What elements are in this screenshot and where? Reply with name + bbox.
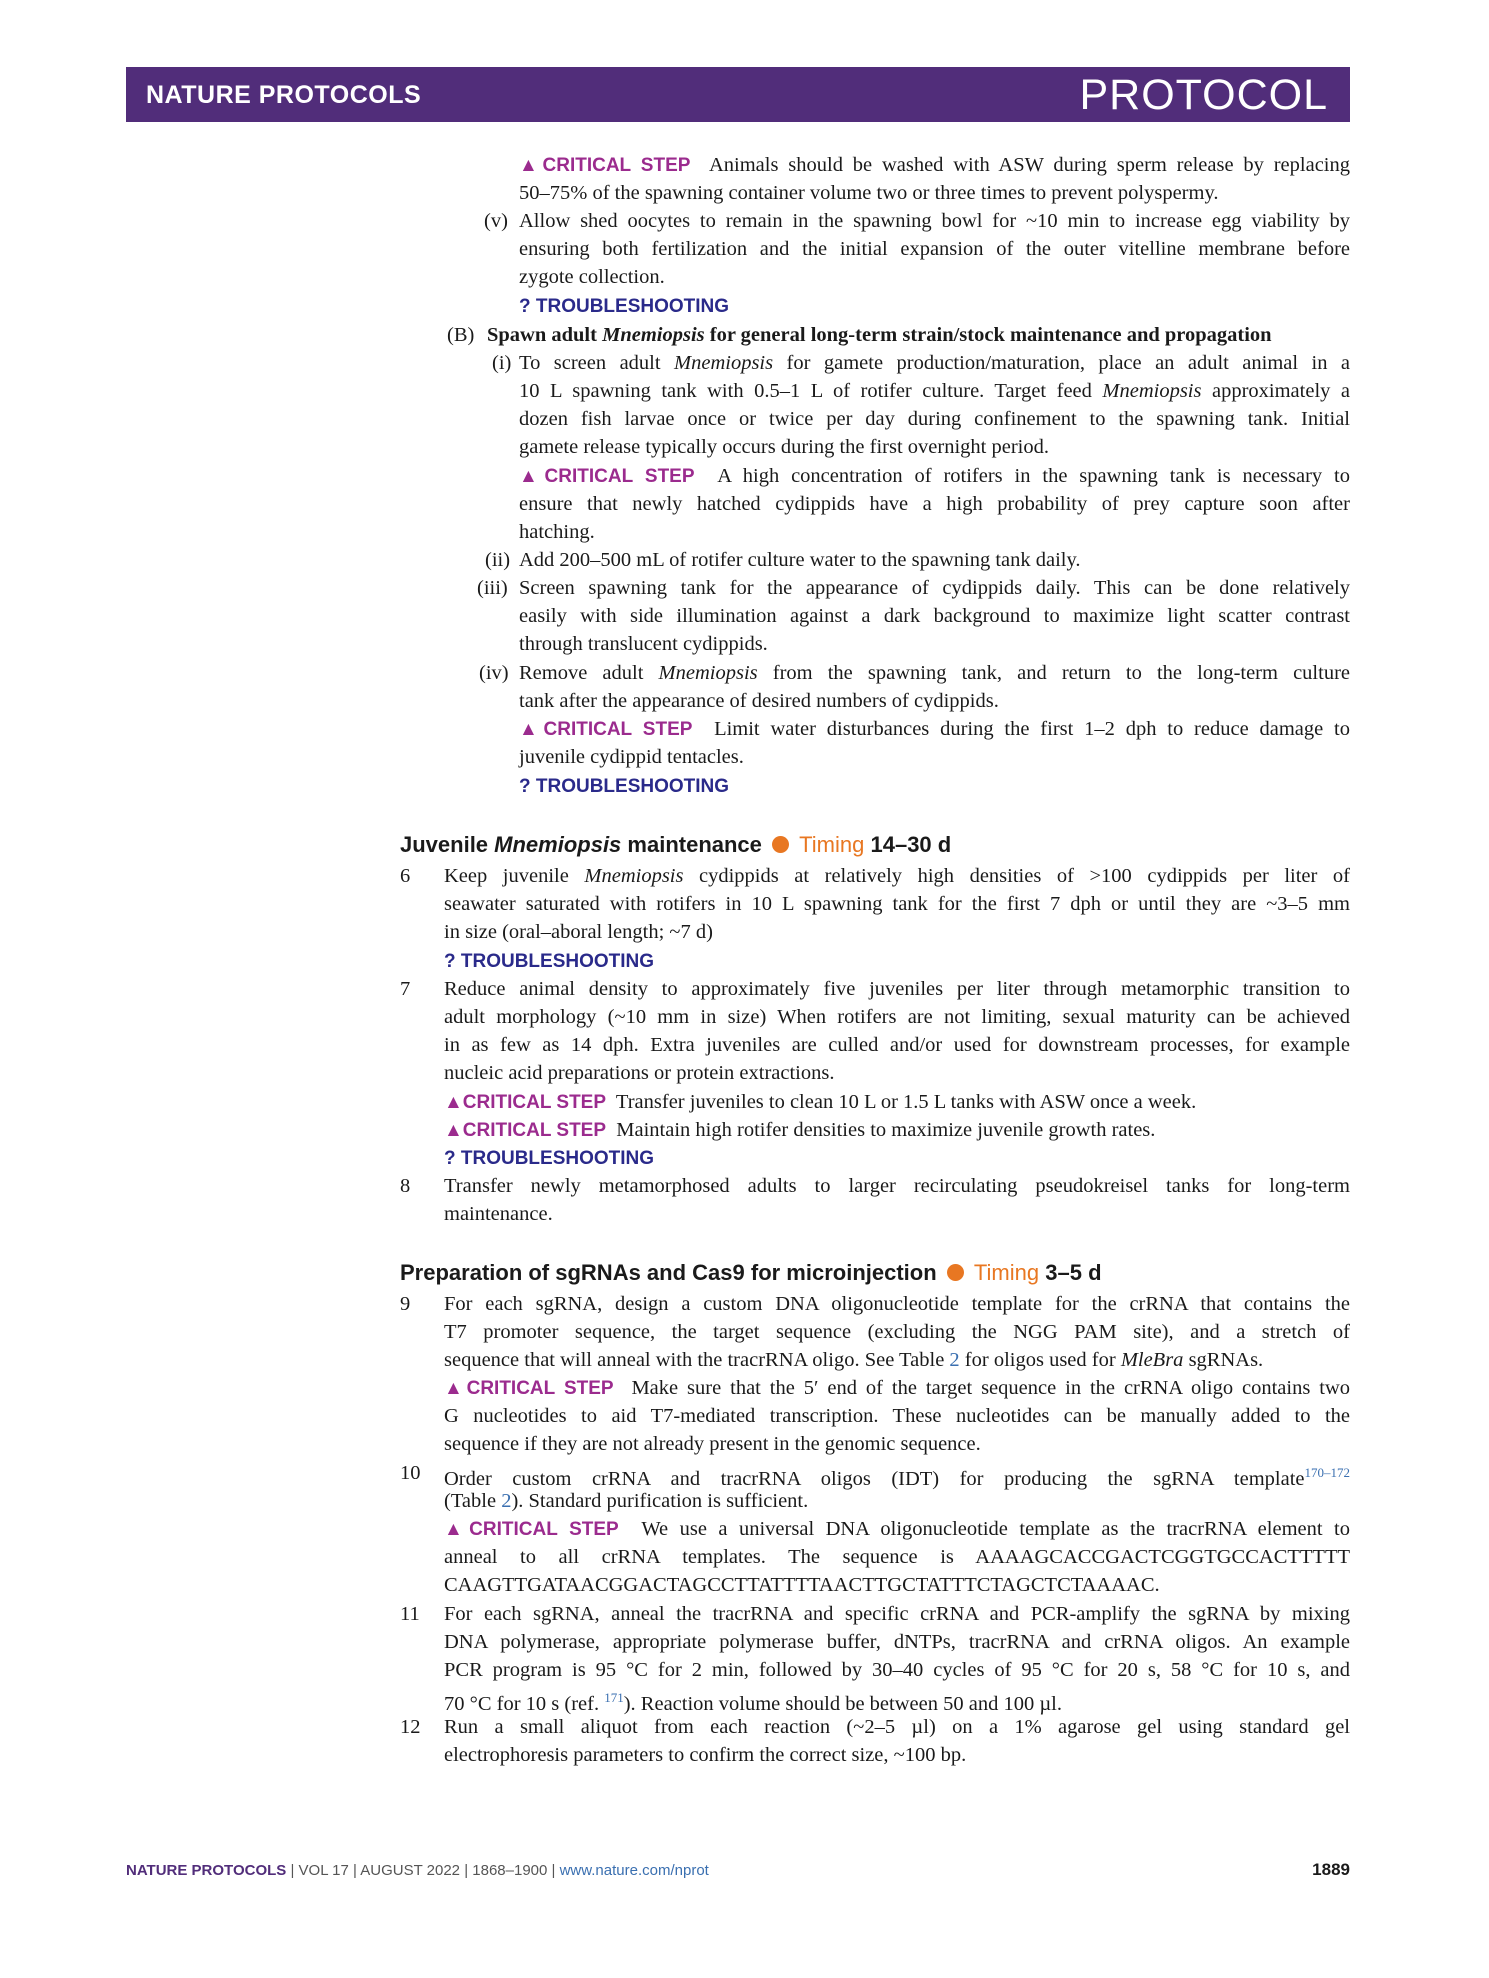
page-number: 1889 <box>1312 1860 1350 1879</box>
step-number: 6 <box>400 865 411 887</box>
text-line: hatching. <box>519 521 595 543</box>
text-line: maintenance. <box>444 1203 553 1225</box>
text-line: CAAGTTGATAACGGACTAGCCTTATTTTAACTTGCTATTTCTAGCTCTAAAAC. <box>444 1574 1160 1596</box>
critical-step-line: ▲CRITICAL STEP Transfer juveniles to clean 10 L or 1.5 L tanks with ASW once a week. <box>444 1091 1197 1113</box>
text-line: PCR program is 95 °C for 2 min, followed by 30–40 cycles of 95 °C for 20 s, 58 °C for 10 s, and <box>444 1659 1350 1681</box>
text-line: seawater saturated with rotifers in 10 L spawning tank for the first 7 dph or until they are ~3–5 mm <box>444 893 1350 915</box>
text-line: adult morphology (~10 mm in size) When rotifers are not limiting, sexual maturity can be achieved <box>444 1006 1350 1028</box>
text-line: 50–75% of the spawning container volume two or three times to prevent polyspermy. <box>519 182 1219 204</box>
footer-url-link[interactable]: www.nature.com/nprot <box>559 1862 709 1879</box>
text-line: in as few as 14 dph. Extra juveniles are culled and/or used for downstream processes, for example <box>444 1034 1350 1056</box>
step-number: 8 <box>400 1175 411 1197</box>
text-line: To screen adult Mnemiopsis for gamete production/maturation, place an adult animal in a <box>519 352 1350 374</box>
text-line: sequence that will anneal with the tracrRNA oligo. See Table 2 for oligos used for MleBra sgRNAs. <box>444 1349 1264 1371</box>
critical-step-line: ▲CRITICAL STEP Make sure that the 5′ end of the target sequence in the crRNA oligo contains two <box>444 1377 1350 1399</box>
timing-dot-icon <box>947 1264 964 1281</box>
text-line: juvenile cydippid tentacles. <box>519 746 744 768</box>
text-line: For each sgRNA, design a custom DNA oligonucleotide template for the crRNA that contains the <box>444 1293 1350 1315</box>
text-line: ensure that newly hatched cydippids have a high probability of prey capture soon after <box>519 493 1350 515</box>
text-line: Transfer newly metamorphosed adults to larger recirculating pseudokreisel tanks for long-term <box>444 1175 1350 1197</box>
step-number: 7 <box>400 978 411 1000</box>
text-line: zygote collection. <box>519 266 665 288</box>
page-footer: NATURE PROTOCOLS | VOL 17 | AUGUST 2022 | 1868–1900 | www.nature.com/nprot <box>126 1862 709 1879</box>
substep-title: Spawn adult Mnemiopsis for general long-term strain/stock maintenance and propagation <box>487 324 1272 346</box>
text-line: 10 L spawning tank with 0.5–1 L of rotifer culture. Target feed Mnemiopsis approximately a <box>519 380 1350 402</box>
text-line: Run a small aliquot from each reaction (~2–5 µl) on a 1% agarose gel using standard gel <box>444 1716 1350 1738</box>
step-number: (B) <box>447 324 475 346</box>
text-line: through translucent cydippids. <box>519 633 768 655</box>
text-line: Order custom crRNA and tracrRNA oligos (IDT) for producing the sgRNA template$^{170-172}$ <box>444 1465 1350 1490</box>
timing-dot-icon <box>772 836 789 853</box>
critical-step-line: ▲CRITICAL STEP A high concentration of rotifers in the spawning tank is necessary to <box>519 465 1350 487</box>
text-line: tank after the appearance of desired numbers of cydippids. <box>519 690 999 712</box>
text-line: (Table 2). Standard purification is sufficient. <box>444 1490 809 1512</box>
text-line: in size (oral–aboral length; ~7 d) <box>444 921 713 943</box>
step-number: (iv) <box>479 662 509 684</box>
text-line: Keep juvenile Mnemiopsis cydippids at relatively high densities of >100 cydippids per liter of <box>444 865 1350 887</box>
text-line: electrophoresis parameters to confirm the correct size, ~100 bp. <box>444 1744 967 1766</box>
critical-step-line: ▲CRITICAL STEP Limit water disturbances during the first 1–2 dph to reduce damage to <box>519 718 1351 740</box>
step-number: (v) <box>484 210 508 232</box>
troubleshooting-link[interactable]: ? TROUBLESHOOTING <box>519 296 730 317</box>
troubleshooting-link[interactable]: ? TROUBLESHOOTING <box>444 951 655 972</box>
journal-name: NATURE PROTOCOLS <box>146 81 422 109</box>
step-number: 11 <box>400 1603 420 1625</box>
table-ref-link[interactable]: 2 <box>949 1349 960 1371</box>
table-ref-link[interactable]: 2 <box>501 1490 512 1512</box>
step-number: (i) <box>492 352 512 374</box>
step-number: 10 <box>400 1462 421 1484</box>
text-line: Add 200–500 mL of rotifer culture water to the spawning tank daily. <box>519 549 1081 571</box>
section-label: PROTOCOL <box>1079 71 1328 119</box>
critical-step-line: ▲CRITICAL STEP Animals should be washed with ASW during sperm release by replacing <box>519 154 1350 176</box>
text-line: sequence if they are not already present in the genomic sequence. <box>444 1433 981 1455</box>
step-number: 9 <box>400 1293 411 1315</box>
text-line: Reduce animal density to approximately five juveniles per liter through metamorphic transition to <box>444 978 1350 1000</box>
citation-superscript[interactable]: 171 <box>604 1690 624 1705</box>
text-line: T7 promoter sequence, the target sequence (excluding the NGG PAM site), and a stretch of <box>444 1321 1350 1343</box>
text-line: anneal to all crRNA templates. The sequence is AAAAGCACCGACTCGGTGCCACTTTTT <box>444 1546 1350 1568</box>
text-line: easily with side illumination against a dark background to maximize light scatter contrast <box>519 605 1350 627</box>
troubleshooting-link[interactable]: ? TROUBLESHOOTING <box>519 776 730 797</box>
footer-journal: NATURE PROTOCOLS <box>126 1862 287 1879</box>
troubleshooting-link[interactable]: ? TROUBLESHOOTING <box>444 1148 655 1169</box>
text-line: ensuring both fertilization and the initial expansion of the outer vitelline membrane before <box>519 238 1350 260</box>
journal-banner <box>126 67 1350 122</box>
text-line: For each sgRNA, anneal the tracrRNA and specific crRNA and PCR-amplify the sgRNA by mixing <box>444 1603 1350 1625</box>
text-line: 70 °C for 10 s (ref. $^{171}$). Reaction volume should be between 50 and 100 µl. <box>444 1690 1062 1715</box>
section-heading: Juvenile Mnemiopsis maintenance Timing 14–30 d <box>400 832 952 857</box>
text-line: dozen fish larvae once or twice per day during confinement to the spawning tank. Initial <box>519 408 1350 430</box>
citation-superscript[interactable]: 170–172 <box>1304 1465 1350 1480</box>
text-line: Allow shed oocytes to remain in the spawning bowl for ~10 min to increase egg viability by <box>519 210 1350 232</box>
text-line: G nucleotides to aid T7-mediated transcription. These nucleotides can be manually added to the <box>444 1405 1350 1427</box>
section-heading: Preparation of sgRNAs and Cas9 for microinjection Timing 3–5 d <box>400 1260 1102 1285</box>
text-line: Screen spawning tank for the appearance of cydippids daily. This can be done relatively <box>519 577 1350 599</box>
text-line: DNA polymerase, appropriate polymerase buffer, dNTPs, tracrRNA and crRNA oligos. An example <box>444 1631 1350 1653</box>
step-number: 12 <box>400 1716 421 1738</box>
step-number: (iii) <box>477 577 508 599</box>
text-line: Remove adult Mnemiopsis from the spawning tank, and return to the long-term culture <box>519 662 1350 684</box>
text-line: nucleic acid preparations or protein extractions. <box>444 1062 835 1084</box>
critical-step-line: ▲CRITICAL STEP We use a universal DNA oligonucleotide template as the tracrRNA element to <box>444 1518 1350 1540</box>
critical-step-label: ▲CRITICAL STEP <box>519 155 691 176</box>
step-number: (ii) <box>485 549 511 571</box>
critical-step-line: ▲CRITICAL STEP Maintain high rotifer densities to maximize juvenile growth rates. <box>444 1119 1156 1141</box>
text-line: gamete release typically occurs during the first overnight period. <box>519 436 1049 458</box>
